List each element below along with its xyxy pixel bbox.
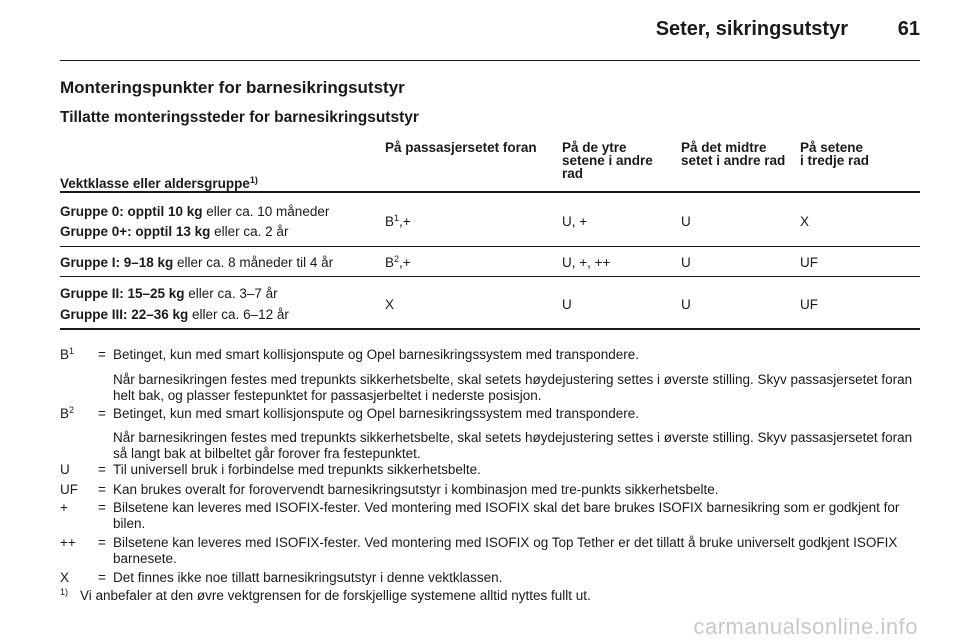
outer-second-row-cell: U, +, ++ bbox=[562, 255, 611, 270]
third-row-cell: UF bbox=[800, 255, 818, 270]
page-header bbox=[0, 18, 960, 48]
column-header-middle-second-row: På det midtre setet i andre rad bbox=[681, 140, 786, 168]
middle-second-row-cell: U bbox=[681, 214, 691, 229]
weight-class-cell: Gruppe I: 9–18 kg eller ca. 8 måneder til 4 år bbox=[60, 255, 334, 270]
row-divider bbox=[60, 276, 920, 277]
weight-class-cell: Gruppe 0: opptil 10 kg eller ca. 10 måneder bbox=[60, 204, 330, 219]
third-row-cell: X bbox=[800, 214, 810, 229]
front-passenger-cell: $B^1,+$ bbox=[385, 213, 411, 229]
footnote: $^{1)}$ Vi anbefaler at den øvre vektgrensen for de forskjellige systemene alltid nyttes fullt ut. bbox=[60, 587, 591, 603]
column-header-weight-class: Vektklasse eller aldersgruppe$^{1)}$ bbox=[60, 175, 258, 191]
table-title: Tillatte monteringssteder for barnesikringsutstyr bbox=[60, 109, 419, 126]
front-passenger-cell: X bbox=[385, 297, 395, 312]
table-header-divider bbox=[60, 191, 920, 193]
middle-second-row-cell: U bbox=[681, 297, 691, 312]
section-title: Monteringspunkter for barnesikringsutstyr bbox=[60, 78, 405, 97]
weight-class-cell: Gruppe III: 22–36 kg eller ca. 6–12 år bbox=[60, 307, 289, 322]
column-header-front-passenger: På passasjersetet foran bbox=[385, 140, 537, 155]
watermark: carmanualsonline.info bbox=[693, 614, 918, 639]
page-number: 61 bbox=[897, 18, 920, 40]
column-header-third-row: På setene i tredje rad bbox=[800, 140, 870, 168]
chapter-title: Seter, sikringsutstyr bbox=[655, 18, 848, 40]
header-divider bbox=[60, 60, 920, 61]
third-row-cell: UF bbox=[800, 297, 818, 312]
weight-class-cell: Gruppe II: 15–25 kg eller ca. 3–7 år bbox=[60, 286, 278, 301]
front-passenger-cell: $B^2,+$ bbox=[385, 254, 411, 270]
weight-class-cell: Gruppe 0+: opptil 13 kg eller ca. 2 år bbox=[60, 224, 289, 239]
outer-second-row-cell: U bbox=[562, 297, 572, 312]
row-divider bbox=[60, 246, 920, 247]
column-header-outer-second-row: På de ytre setene i andre rad bbox=[562, 140, 653, 181]
outer-second-row-cell: U, + bbox=[562, 214, 588, 229]
table-bottom-divider bbox=[60, 328, 920, 330]
middle-second-row-cell: U bbox=[681, 255, 691, 270]
